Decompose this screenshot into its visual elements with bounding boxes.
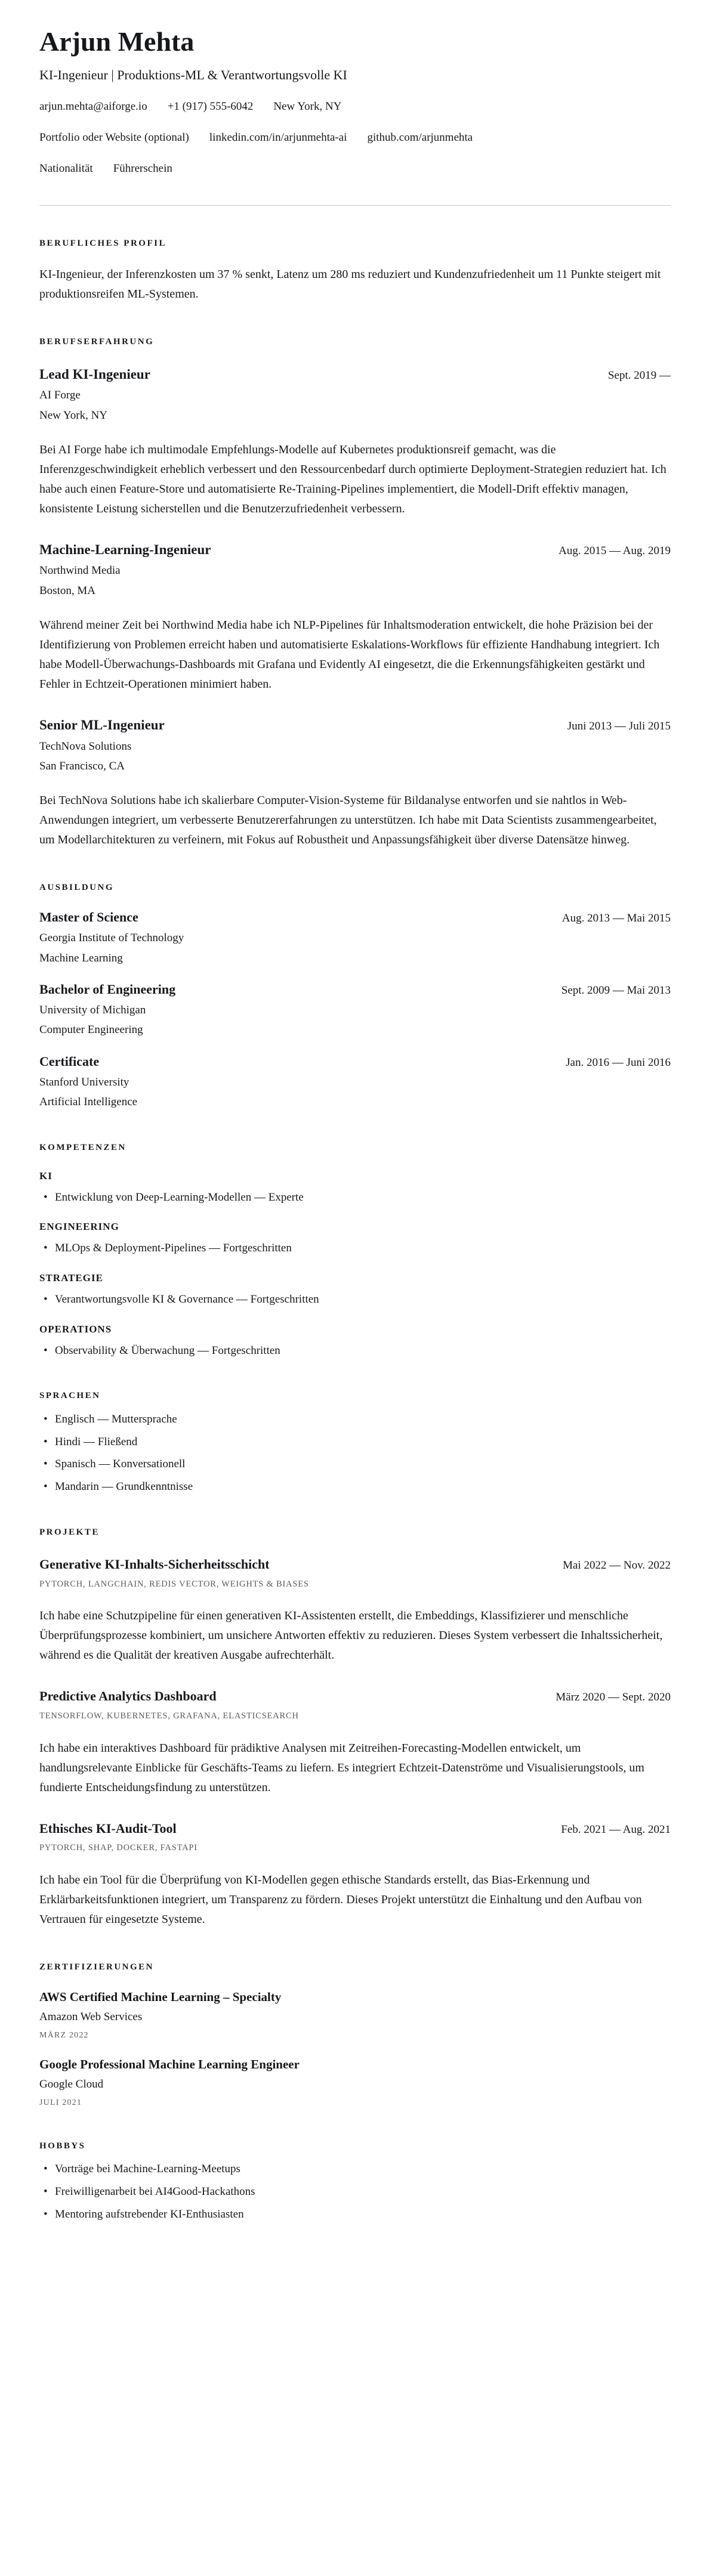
contact-github[interactable]: github.com/arjunmehta bbox=[367, 131, 473, 144]
project-entry bbox=[39, 1556, 671, 1665]
contact-email[interactable]: arjun.mehta@aiforge.io bbox=[39, 100, 147, 113]
section-hobbies bbox=[39, 2141, 671, 2222]
experience-company: AI Forge bbox=[39, 389, 81, 402]
contact-row-2 bbox=[39, 131, 671, 146]
skill-group bbox=[39, 1220, 671, 1256]
education-dates: Aug. 2013 — Mai 2015 bbox=[561, 912, 671, 925]
education-school: Georgia Institute of Technology bbox=[39, 931, 184, 944]
language-list bbox=[39, 1412, 671, 1495]
project-title: Generative KI-Inhalts-Sicherheitsschicht bbox=[39, 1557, 270, 1572]
skill-item: • MLOps & Deployment-Pipelines — Fortgeschritten bbox=[39, 1241, 671, 1256]
contact-linkedin[interactable]: linkedin.com/in/arjunmehta-ai bbox=[209, 131, 347, 144]
experience-location: Boston, MA bbox=[39, 585, 95, 598]
project-tech-stack: TENSORFLOW, KUBERNETES, GRAFANA, ELASTICSEARCH bbox=[39, 1711, 299, 1721]
skill-category: STRATEGIE bbox=[39, 1272, 103, 1284]
project-dates: Feb. 2021 — Aug. 2021 bbox=[561, 1823, 671, 1836]
contact-nationality: Nationalität bbox=[39, 162, 93, 175]
header-divider bbox=[39, 205, 671, 206]
project-title: Ethisches KI-Audit-Tool bbox=[39, 1820, 177, 1836]
experience-dates: Aug. 2015 — Aug. 2019 bbox=[558, 544, 671, 557]
experience-entry bbox=[39, 366, 671, 519]
education-entry-header bbox=[39, 1053, 671, 1070]
skill-item: • Entwicklung von Deep-Learning-Modellen — Experte bbox=[39, 1190, 671, 1205]
skill-list bbox=[39, 1292, 671, 1307]
contact-row-3 bbox=[39, 162, 671, 177]
skill-list bbox=[39, 1343, 671, 1359]
experience-job-title: Senior ML-Ingenieur bbox=[39, 717, 165, 732]
skill-group bbox=[39, 1170, 671, 1205]
section-heading-certifications: ZERTIFIZIERUNGEN bbox=[39, 1962, 155, 1972]
section-heading-skills: KOMPETENZEN bbox=[39, 1143, 126, 1153]
project-entry bbox=[39, 1688, 671, 1797]
section-experience bbox=[39, 336, 671, 850]
skill-list bbox=[39, 1241, 671, 1256]
skill-list bbox=[39, 1190, 671, 1205]
education-entry bbox=[39, 1053, 671, 1110]
experience-description: Bei AI Forge habe ich multimodale Empfehlungs-Modelle auf Kubernetes produktionsreif gemacht, was die Inferenzgeschwindigkeit erheblich verbessert und den Ressourcenbedarf durch optimierte Deployment-Strategien reduziert hat. Ich habe auch einen Feature-Store und automatisierte Re-Training-Pipelines implementiert, die Modell-Drift effektiv managen, konsistente Leistung sicherstellen und die Benutzerzufriedenheit verbessern. bbox=[39, 443, 666, 515]
contact-phone: +1 (917) 555-6042 bbox=[167, 100, 254, 113]
experience-entry bbox=[39, 542, 671, 694]
section-heading-projects: PROJEKTE bbox=[39, 1527, 100, 1537]
experience-location: San Francisco, CA bbox=[39, 760, 125, 773]
skill-category: KI bbox=[39, 1170, 53, 1182]
certification-title: Google Professional Machine Learning Engineer bbox=[39, 2057, 300, 2071]
education-dates: Jan. 2016 — Juni 2016 bbox=[566, 1056, 671, 1069]
hobby-item: • Freiwilligenarbeit bei AI4Good-Hackathons bbox=[39, 2184, 671, 2200]
section-languages bbox=[39, 1390, 671, 1494]
skill-category: OPERATIONS bbox=[39, 1323, 112, 1335]
education-school: Stanford University bbox=[39, 1075, 129, 1088]
certification-issuer: Google Cloud bbox=[39, 2077, 104, 2091]
skill-group bbox=[39, 1272, 671, 1307]
hobby-item: • Vorträge bei Machine-Learning-Meetups bbox=[39, 2161, 671, 2177]
project-tech-stack: PYTORCH, LANGCHAIN, REDIS VECTOR, WEIGHTS & BIASES bbox=[39, 1579, 309, 1589]
experience-entry-header bbox=[39, 542, 671, 559]
certification-entry bbox=[39, 2057, 671, 2108]
language-item: • Englisch — Muttersprache bbox=[39, 1412, 671, 1427]
certification-date: MÄRZ 2022 bbox=[39, 2030, 89, 2040]
project-description: Ich habe eine Schutzpipeline für einen generativen KI-Assistenten erstellt, die Embeddings, Klassifizierer und menschliche Überprüfungsprozesse kombiniert, um unsichere Antworten effektiv zu reduzieren. Dieses System verbessert die Inhaltssicherheit, während es die Qualität der kreativen Ausgabe aufrechterhält. bbox=[39, 1609, 663, 1662]
experience-job-title: Machine-Learning-Ingenieur bbox=[39, 542, 211, 557]
section-certifications bbox=[39, 1962, 671, 2108]
section-heading-profile: BERUFLICHES PROFIL bbox=[39, 238, 166, 248]
section-heading-experience: BERUFSERFAHRUNG bbox=[39, 337, 155, 347]
project-description: Ich habe ein interaktives Dashboard für prädiktive Analysen mit Zeitreihen-Forecasting-Modellen entwickelt, um handlungsrelevante Einblicke für Geschäfts-Teams zu liefern. Es integriert Echtzeit-Datenströme und Visualisierungstools, um fundierte Entscheidungsfindung zu unterstützen. bbox=[39, 1741, 644, 1794]
experience-company: Northwind Media bbox=[39, 564, 121, 577]
education-dates: Sept. 2009 — Mai 2013 bbox=[561, 984, 671, 997]
experience-entry-header bbox=[39, 717, 671, 734]
experience-dates: Sept. 2019 — bbox=[607, 369, 671, 382]
contact-location: New York, NY bbox=[273, 100, 342, 113]
project-entry-header bbox=[39, 1820, 671, 1837]
project-dates: März 2020 — Sept. 2020 bbox=[555, 1691, 671, 1704]
section-education bbox=[39, 882, 671, 1110]
experience-location: New York, NY bbox=[39, 409, 108, 422]
education-school: University of Michigan bbox=[39, 1003, 146, 1016]
skill-group bbox=[39, 1323, 671, 1359]
project-entry-header bbox=[39, 1556, 671, 1573]
education-entry-header bbox=[39, 909, 671, 926]
section-heading-hobbies: HOBBYS bbox=[39, 2141, 86, 2151]
language-item: • Hindi — Fließend bbox=[39, 1434, 671, 1450]
project-tech-stack: PYTORCH, SHAP, DOCKER, FASTAPI bbox=[39, 1843, 197, 1853]
contact-drivers-license: Führerschein bbox=[113, 162, 172, 175]
language-item: • Spanisch — Konversationell bbox=[39, 1456, 671, 1472]
profile-text: KI-Ingenieur, der Inferenzkosten um 37 % senkt, Latenz um 280 ms reduziert und Kundenzufriedenheit um 11 Punkte steigert mit produktionsreifen ML-Systemen. bbox=[39, 268, 661, 301]
hobby-list bbox=[39, 2161, 671, 2222]
skill-category: ENGINEERING bbox=[39, 1221, 119, 1233]
project-title: Predictive Analytics Dashboard bbox=[39, 1689, 217, 1704]
certification-date: JULI 2021 bbox=[39, 2098, 82, 2107]
section-projects bbox=[39, 1527, 671, 1930]
experience-entry-header bbox=[39, 366, 671, 384]
hobby-item: • Mentoring aufstrebender KI-Enthusiasten bbox=[39, 2207, 671, 2222]
education-entry-header bbox=[39, 981, 671, 998]
education-field: Artificial Intelligence bbox=[39, 1096, 138, 1109]
resume-header bbox=[39, 26, 671, 206]
education-entry bbox=[39, 981, 671, 1038]
skill-item: • Observability & Überwachung — Fortgeschritten bbox=[39, 1343, 671, 1359]
section-profile bbox=[39, 238, 671, 305]
education-degree: Certificate bbox=[39, 1054, 100, 1069]
experience-job-title: Lead KI-Ingenieur bbox=[39, 366, 150, 382]
project-entry bbox=[39, 1820, 671, 1929]
education-degree: Master of Science bbox=[39, 910, 138, 925]
contact-portfolio: Portfolio oder Website (optional) bbox=[39, 131, 189, 144]
experience-company: TechNova Solutions bbox=[39, 740, 132, 753]
experience-entry bbox=[39, 717, 671, 850]
experience-dates: Juni 2013 — Juli 2015 bbox=[567, 719, 671, 732]
section-heading-education: AUSBILDUNG bbox=[39, 882, 115, 892]
project-entry-header bbox=[39, 1688, 671, 1705]
contact-row-1 bbox=[39, 100, 671, 115]
project-dates: Mai 2022 — Nov. 2022 bbox=[563, 1559, 671, 1572]
project-description: Ich habe ein Tool für die Überprüfung von KI-Modellen gegen ethische Standards erstellt, das Bias-Erkennung und Erklärbarkeitsfunktionen integriert, um Transparenz zu fördern. Dieses Projekt unterstützt die Einhaltung und den Aufbau von Vertrauen für eingesetzte Systeme. bbox=[39, 1873, 642, 1926]
certification-issuer: Amazon Web Services bbox=[39, 2010, 143, 2023]
certification-entry bbox=[39, 1989, 671, 2041]
certification-title: AWS Certified Machine Learning – Specialty bbox=[39, 1989, 282, 2004]
education-degree: Bachelor of Engineering bbox=[39, 982, 176, 997]
experience-description: Während meiner Zeit bei Northwind Media habe ich NLP-Pipelines für Inhaltsmoderation entwickelt, die hohe Präzision bei der Identifizierung von Problemen erreicht haben und automatisierte Eskalations-Workflows für effiziente Handhabung integriert. Ich habe Modell-Überwachungs-Dashboards mit Grafana und Evidently AI eingesetzt, die die Erkennungsfähigkeiten gestärkt und Fehler in Echtzeit-Operationen minimiert haben. bbox=[39, 618, 660, 691]
skill-item: • Verantwortungsvolle KI & Governance — Fortgeschritten bbox=[39, 1292, 671, 1307]
candidate-name: Arjun Mehta bbox=[39, 26, 195, 57]
education-field: Machine Learning bbox=[39, 951, 123, 964]
education-entry bbox=[39, 909, 671, 966]
section-skills bbox=[39, 1142, 671, 1358]
experience-description: Bei TechNova Solutions habe ich skalierbare Computer-Vision-Systeme für Bildanalyse entworfen und sie nahtlos in Web-Anwendungen integriert, um verbesserte Benutzererfahrungen zu unterstützen. Ich habe mit Data Scientists zusammengearbeitet, um Modellarchitekturen zu verfeinern, mit Fokus auf Robustheit und Anpassungsfähigkeit über diverse Datensätze hinweg. bbox=[39, 793, 657, 846]
candidate-subtitle: KI-Ingenieur | Produktions-ML & Verantwortungsvolle KI bbox=[39, 67, 347, 82]
language-item: • Mandarin — Grundkenntnisse bbox=[39, 1479, 671, 1495]
section-heading-languages: SPRACHEN bbox=[39, 1391, 101, 1401]
education-field: Computer Engineering bbox=[39, 1023, 143, 1037]
